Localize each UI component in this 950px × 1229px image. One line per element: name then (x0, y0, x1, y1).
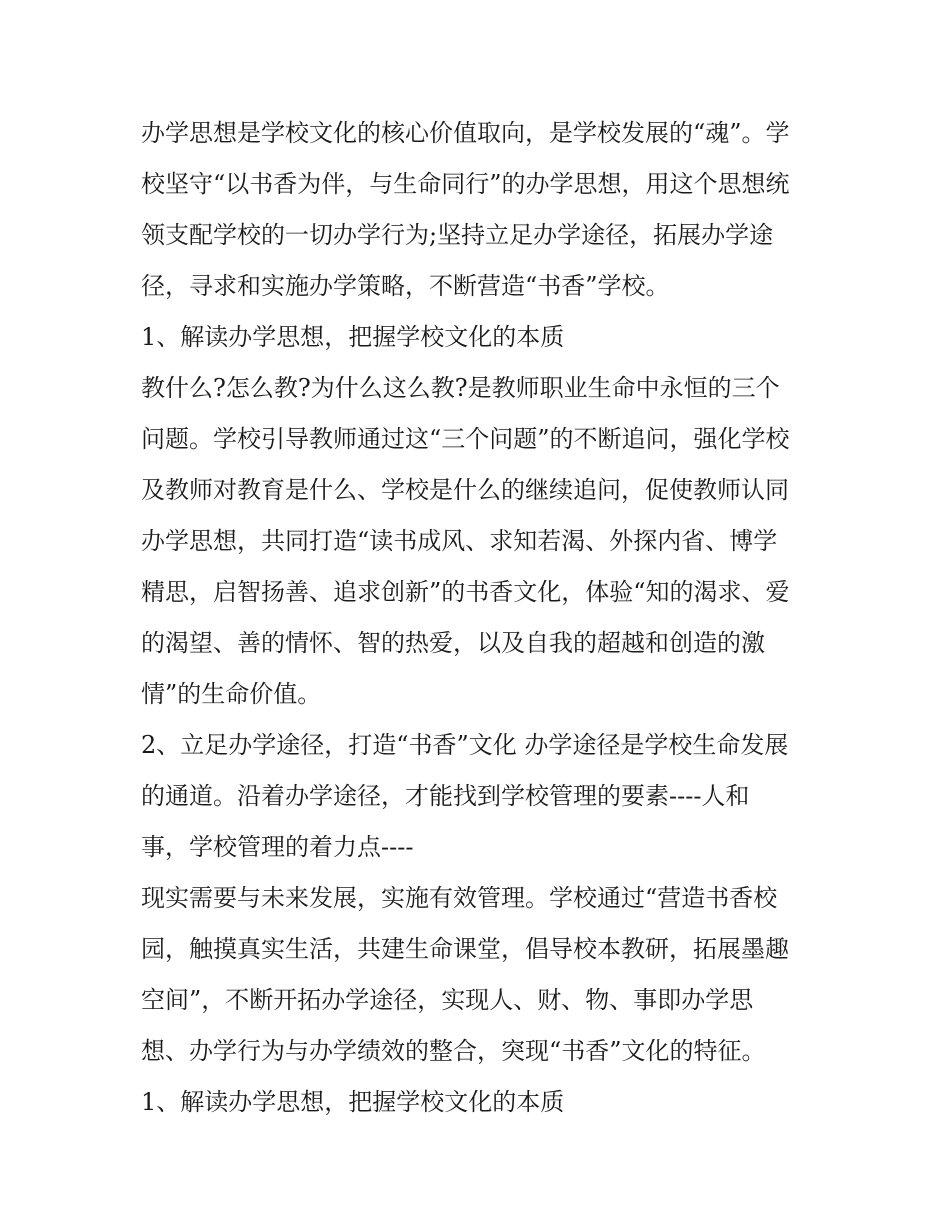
paragraph-line: 校坚守“以书香为伴，与生命同行”的办学思想，用这个思想统 (141, 170, 790, 198)
section-heading: 1、解读办学思想，把握学校文化的本质 (141, 1088, 565, 1116)
paragraph-line: 精思，启智扬善、追求创新”的书香文化，体验“知的渴求、爱 (141, 578, 790, 606)
paragraph-line: 想、办学行为与办学绩效的整合，突现“书香”文化的特征。 (141, 1037, 766, 1065)
paragraph-line: 情”的生命价值。 (141, 680, 322, 708)
paragraph-line: 的通道。沿着办学途径，才能找到学校管理的要素----人和 (141, 782, 750, 810)
paragraph-line: 园，触摸真实生活，共建生命课堂，倡导校本教研，拓展墨趣 (141, 935, 789, 963)
paragraph-line: 空间”，不断开拓办学途径，实现人、财、物、事即办学思 (141, 986, 754, 1014)
paragraph-line: 办学思想是学校文化的核心价值取向，是学校发展的“魂”。学 (141, 119, 790, 147)
paragraph-line: 问题。学校引导教师通过这“三个问题”的不断追问，强化学校 (141, 425, 790, 453)
paragraph-line: 现实需要与未来发展，实施有效管理。学校通过“营造书香校 (141, 884, 778, 912)
paragraph-line: 领支配学校的一切办学行为;坚持立足办学途径，拓展办学途 (141, 221, 774, 249)
document-body (141, 108, 821, 1128)
paragraph-line: 的渴望、善的情怀、智的热爱，以及自我的超越和创造的激 (141, 629, 765, 657)
paragraph-line: 办学思想，共同打造“读书成风、求知若渴、外探内省、博学 (141, 527, 778, 555)
paragraph-line: 径，寻求和实施办学策略，不断营造“书香”学校。 (141, 272, 670, 300)
paragraph-line: 教什么?怎么教?为什么这么教?是教师职业生命中永恒的三个 (141, 374, 780, 402)
section-heading: 1、解读办学思想，把握学校文化的本质 (141, 323, 565, 351)
paragraph-line: 及教师对教育是什么、学校是什么的继续追问，促使教师认同 (141, 476, 789, 504)
paragraph-line: 事，学校管理的着力点---- (141, 833, 414, 861)
section-heading: 2、立足办学途径，打造“书香”文化 办学途径是学校生命发展 (141, 731, 789, 759)
